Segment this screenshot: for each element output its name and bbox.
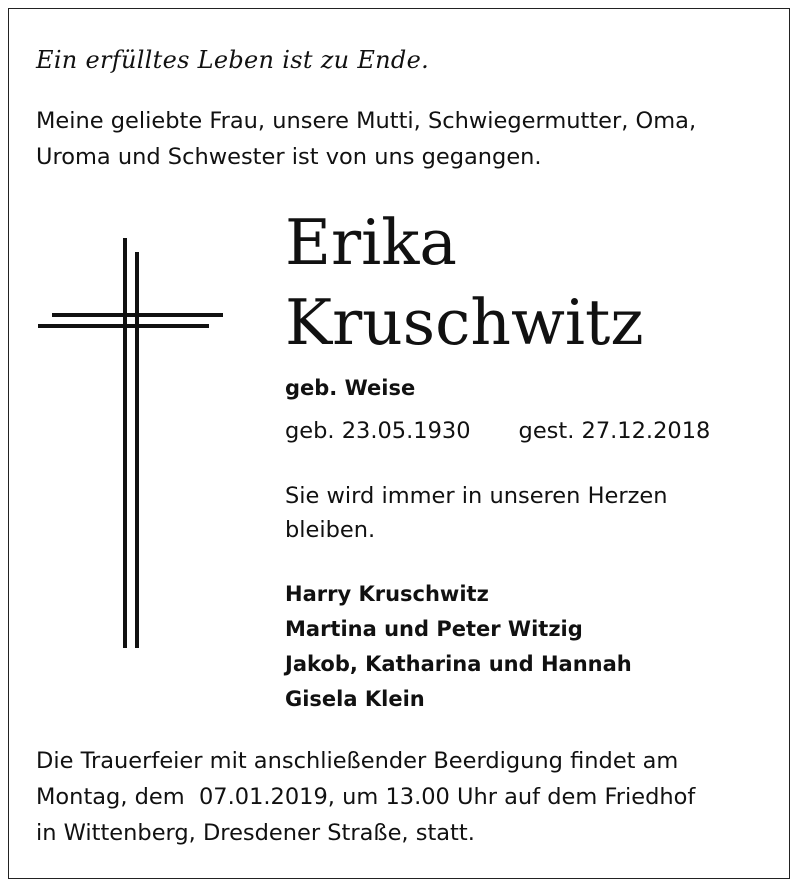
first-name: Erika <box>285 206 457 279</box>
intro-text <box>36 103 776 175</box>
deceased-name <box>285 203 644 363</box>
quote-line: bleiben. <box>285 517 376 543</box>
cross-icon <box>38 238 223 648</box>
funeral-info <box>36 743 781 851</box>
mourner: Harry Kruschwitz <box>285 582 489 606</box>
death-date: gest. 27.12.2018 <box>518 418 711 444</box>
mourner: Jakob, Katharina und Hannah <box>285 652 632 676</box>
birth-date: geb. 23.05.1930 <box>285 418 471 444</box>
funeral-line: Die Trauerfeier mit anschließender Beerdigung findet am <box>36 748 679 774</box>
funeral-line: in Wittenberg, Dresdener Straße, statt. <box>36 820 475 846</box>
mourner: Martina und Peter Witzig <box>285 617 583 641</box>
intro-line: Meine geliebte Frau, unsere Mutti, Schwiegermutter, Oma, <box>36 108 697 134</box>
intro-line: Uroma und Schwester ist von uns gegangen. <box>36 144 542 170</box>
mourners-list <box>285 577 632 717</box>
motto: Ein erfülltes Leben ist zu Ende. <box>36 46 430 74</box>
quote-line: Sie wird immer in unseren Herzen <box>285 483 668 509</box>
funeral-line: Montag, dem 07.01.2019, um 13.00 Uhr auf dem Friedhof <box>36 784 696 810</box>
memorial-quote <box>285 479 745 547</box>
last-name: Kruschwitz <box>285 286 644 359</box>
life-dates <box>285 418 710 444</box>
maiden-name: geb. Weise <box>285 376 416 400</box>
mourner: Gisela Klein <box>285 687 425 711</box>
